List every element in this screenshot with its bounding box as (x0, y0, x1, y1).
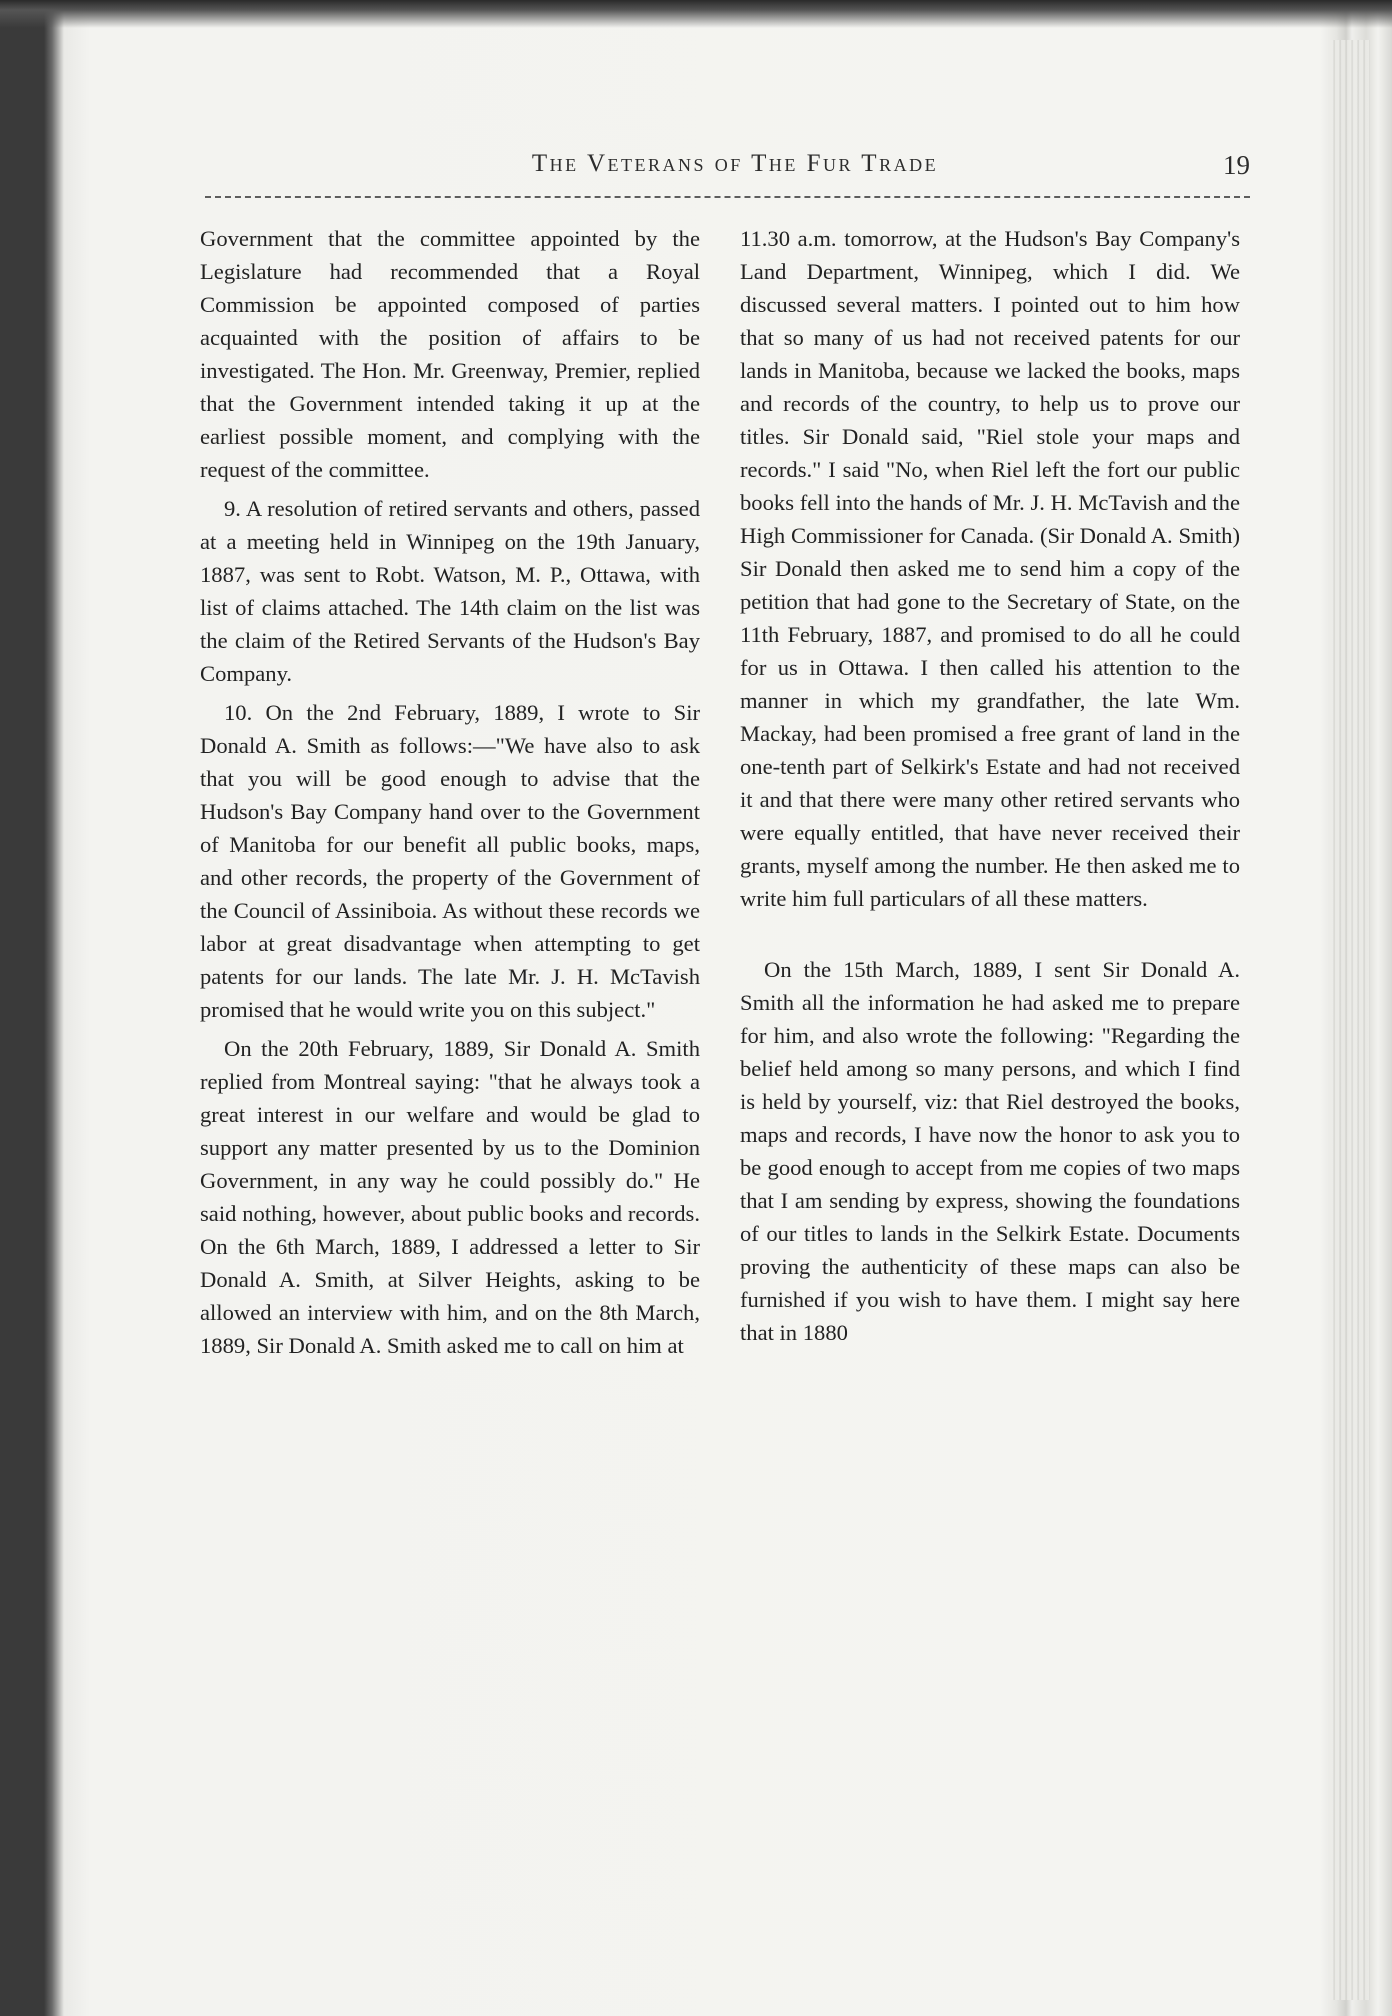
left-text-column (200, 222, 700, 1362)
paragraph: 9. A resolution of retired servants and others, passed at a meeting held in Winnipeg on the 19th January, 1887, was sent to Robt. Watson, M. P., Ottawa, with list of claims attached. The 14th claim on the list was the claim of the Retired Servants of the Hudson's Bay Company. (200, 496, 700, 686)
header-rule (205, 196, 1250, 198)
scan-top-shadow (0, 0, 1392, 28)
paragraph: Government that the committee appointed by the Legislature had recommended that a Royal Commission be appointed composed of parties acquainted with the position of affairs to be investigated. The Hon. Mr. Greenway, Premier, replied that the Government intended taking it up at the earliest possible moment, and complying with the request of the committee. (200, 226, 700, 482)
book-page-edges (1330, 40, 1370, 2000)
page-number: 19 (1223, 150, 1250, 180)
paragraph: 11.30 a.m. tomorrow, at the Hudson's Bay Company's Land Department, Winnipeg, which I did. We discussed several matters. I pointed out to him how that so many of us had not received patents for our lands in Manitoba, because we lacked the books, maps and records of the country, to help us to prove our titles. Sir Donald said, "Riel stole your maps and records." I said "No, when Riel left the fort our public books fell into the hands of Mr. J. H. McTavish and the High Commissioner for Canada. (Sir Donald A. Smith) Sir Donald then asked me to send him a copy of the petition that had gone to the Secretary of State, on the 11th February, 1887, and promised to do all he could for us in Ottawa. I then called his attention to the manner in which my grandfather, the late Wm. Mackay, had been promised a free grant of land in the one-tenth part of Selkirk's Estate and had not received it and that there were many other retired servants who were equally entitled, that have never received their grants, myself among the number. He then asked me to write him full particulars of all these matters. (740, 226, 1240, 911)
paragraph: On the 15th March, 1889, I sent Sir Donald A. Smith all the information he had asked me to prepare for him, and also wrote the following: "Regarding the belief held among so many persons, and which I find is held by yourself, viz: that Riel destroyed the books, maps and records, I have now the honor to ask you to be good enough to accept from me copies of two maps that I am sending by express, showing the foundations of our titles to lands in the Selkirk Estate. Documents proving the authenticity of these maps can also be furnished if you wish to have them. I might say here that in 1880 (740, 957, 1240, 1345)
running-head-title: The Veterans of The Fur Trade (531, 150, 939, 177)
paragraph: On the 20th February, 1889, Sir Donald A. Smith replied from Montreal saying: "that he always took a great interest in our welfare and would be glad to support any matter presented by us to the Dominion Government, in any way he could possibly do." He said nothing, however, about public books and records. On the 6th March, 1889, I addressed a letter to Sir Donald A. Smith, at Silver Heights, asking to be allowed an interview with him, and on the 8th March, 1889, Sir Donald A. Smith asked me to call on him at (200, 1036, 700, 1358)
right-text-column (740, 222, 1240, 1349)
paragraph: 10. On the 2nd February, 1889, I wrote to Sir Donald A. Smith as follows:—"We have also to ask that you will be good enough to advise that the Hudson's Bay Company hand over to the Government of Manitoba for our benefit all public books, maps, and other records, the property of the Government of the Council of Assiniboia. As without these records we labor at great disadvantage when attempting to get patents for our lands. The late Mr. J. H. McTavish promised that he would write you on this subject." (200, 700, 700, 1022)
running-header (200, 150, 1250, 190)
